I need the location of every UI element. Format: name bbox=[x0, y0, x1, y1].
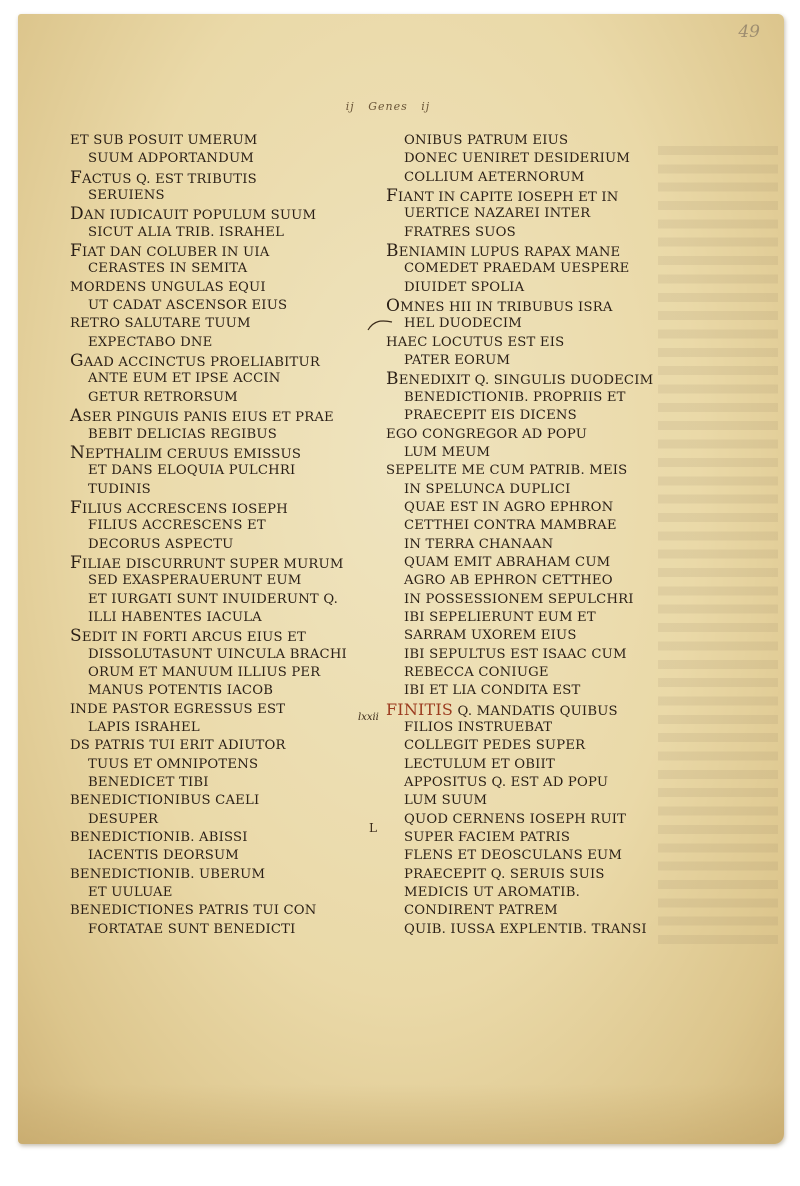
manuscript-line: TUUS ET OMNIPOTENS bbox=[88, 756, 259, 772]
manuscript-line: DECORUS ASPECTU bbox=[88, 536, 234, 552]
manuscript-line: ET IURGATI SUNT INUIDERUNT Q. bbox=[88, 591, 339, 607]
manuscript-line: BENEDICET TIBI bbox=[88, 775, 209, 791]
manuscript-line: DONEC UENIRET DESIDERIUM bbox=[404, 151, 631, 167]
manuscript-line: CETTHEI CONTRA MAMBRAE bbox=[404, 518, 617, 534]
manuscript-line: INDE PASTOR EGRESSUS EST bbox=[70, 701, 286, 717]
manuscript-line: SERUIENS bbox=[88, 188, 165, 204]
manuscript-line: DIUIDET SPOLIA bbox=[404, 279, 525, 295]
manuscript-line: BENEDICTIONES PATRIS TUI CON bbox=[70, 903, 317, 919]
manuscript-line: EXPECTABO DNE bbox=[88, 334, 213, 350]
manuscript-line: ILLI HABENTES IACULA bbox=[88, 609, 262, 625]
show-through-ghost-text bbox=[658, 146, 778, 946]
manuscript-line: APPOSITUS Q. EST AD POPU bbox=[404, 775, 609, 791]
manuscript-line: LUM MEUM bbox=[404, 444, 491, 460]
manuscript-line: BENEDICTIONIBUS CAELI bbox=[70, 793, 260, 809]
manuscript-line: FILIUS ACCRESCENS IOSEPH bbox=[70, 497, 288, 518]
manuscript-line: FACTUS Q. EST TRIBUTIS bbox=[70, 167, 257, 188]
manuscript-line: UERTICE NAZAREI INTER bbox=[404, 206, 591, 222]
manuscript-line: PATER EORUM bbox=[404, 353, 511, 369]
manuscript-line: FIAT DAN COLUBER IN UIA bbox=[70, 241, 270, 262]
manuscript-line: SICUT ALIA TRIB. ISRAHEL bbox=[88, 224, 285, 240]
manuscript-line: IBI SEPULTUS EST ISAAC CUM bbox=[404, 646, 627, 662]
manuscript-line: BENEDIXIT Q. SINGULIS DUODECIM bbox=[386, 369, 654, 390]
manuscript-line: BENEDICTIONIB. UBERUM bbox=[70, 866, 266, 882]
manuscript-line: ET DANS ELOQUIA PULCHRI bbox=[88, 463, 296, 479]
manuscript-line: COLLIUM AETERNORUM bbox=[404, 169, 585, 185]
manuscript-line: IN SPELUNCA DUPLICI bbox=[404, 481, 571, 497]
manuscript-line: TUDINIS bbox=[88, 481, 151, 497]
rubric-initial: FINITIS bbox=[386, 699, 454, 719]
manuscript-line: HAEC LOCUTUS EST EIS bbox=[386, 334, 565, 350]
manuscript-line: QUIB. IUSSA EXPLENTIB. TRANSI bbox=[404, 921, 647, 937]
manuscript-line: SUPER FACIEM PATRIS bbox=[404, 830, 571, 846]
manuscript-line: DS PATRIS TUI ERIT ADIUTOR bbox=[70, 738, 286, 754]
manuscript-line: FORTATAE SUNT BENEDICTI bbox=[88, 921, 296, 937]
manuscript-line: SED EXASPERAUERUNT EUM bbox=[88, 573, 302, 589]
manuscript-line: LAPIS ISRAHEL bbox=[88, 720, 200, 735]
manuscript-line: MEDICIS UT AROMATIB. bbox=[404, 885, 580, 901]
manuscript-line: SUUM ADPORTANDUM bbox=[88, 151, 254, 167]
manuscript-line: COLLEGIT PEDES SUPER bbox=[404, 738, 586, 754]
manuscript-line: EGO CONGREGOR AD POPU bbox=[386, 426, 588, 442]
manuscript-line: QUOD CERNENS IOSEPH RUIT bbox=[404, 811, 627, 827]
manuscript-line: IBI ET LIA CONDITA EST bbox=[404, 683, 581, 699]
manuscript-line: CERASTES IN SEMITA bbox=[88, 261, 248, 277]
marginal-letter: L bbox=[369, 821, 377, 835]
manuscript-line: GAAD ACCINCTUS PROELIABITUR bbox=[70, 351, 320, 372]
manuscript-line: COMEDET PRAEDAM UESPERE bbox=[404, 261, 630, 277]
manuscript-line: AGRO AB EPHRON CETTHEO bbox=[404, 573, 613, 589]
manuscript-line: QUAM EMIT ABRAHAM CUM bbox=[404, 554, 611, 570]
manuscript-line: OMNES HII IN TRIBUBUS ISRA bbox=[386, 296, 613, 317]
manuscript-line: MORDENS UNGULAS EQUI bbox=[70, 279, 266, 295]
manuscript-line: DISSOLUTASUNT UINCULA BRACHI bbox=[88, 646, 347, 662]
manuscript-line: PRAECEPIT EIS DICENS bbox=[404, 408, 577, 424]
manuscript-line: ANTE EUM ET IPSE ACCIN bbox=[88, 371, 281, 387]
manuscript-line: REBECCA CONIUGE bbox=[404, 664, 549, 680]
manuscript-line: IN POSSESSIONEM SEPULCHRI bbox=[404, 591, 634, 607]
manuscript-line: BENEDICTIONIB. ABISSI bbox=[70, 830, 248, 846]
running-title-mark-left: ij bbox=[345, 100, 355, 113]
manuscript-line: FILIUS ACCRESCENS ET bbox=[88, 518, 266, 534]
running-title bbox=[308, 100, 468, 113]
manuscript-line: DAN IUDICAUIT POPULUM SUUM bbox=[70, 204, 317, 225]
manuscript-line: HEL DUODECIM bbox=[404, 316, 522, 332]
manuscript-line: CONDIRENT PATREM bbox=[404, 903, 558, 919]
manuscript-line: FILIOS INSTRUEBAT bbox=[404, 720, 553, 735]
manuscript-line: BEBIT DELICIAS REGIBUS bbox=[88, 426, 277, 442]
manuscript-line: GETUR RETRORSUM bbox=[88, 389, 238, 405]
running-title-text: Genes bbox=[368, 100, 408, 113]
manuscript-line: ONIBUS PATRUM EIUS bbox=[404, 133, 569, 148]
manuscript-line: NEPTHALIM CERUUS EMISSUS bbox=[70, 442, 302, 463]
manuscript-line: PRAECEPIT Q. SERUIS SUIS bbox=[404, 866, 605, 882]
manuscript-line: FIANT IN CAPITE IOSEPH ET IN bbox=[386, 186, 619, 207]
manuscript-line: MANUS POTENTIS IACOB bbox=[88, 683, 274, 699]
running-title-mark-right: ij bbox=[421, 100, 431, 113]
manuscript-line: ASER PINGUIS PANIS EIUS ET PRAE bbox=[70, 406, 334, 427]
manuscript-line: QUAE EST IN AGRO EPHRON bbox=[404, 499, 614, 515]
manuscript-line: IN TERRA CHANAAN bbox=[404, 536, 554, 552]
manuscript-line: LUM SUUM bbox=[404, 793, 488, 809]
manuscript-line: IACENTIS DEORSUM bbox=[88, 848, 240, 864]
manuscript-line: ET SUB POSUIT UMERUM bbox=[70, 133, 258, 148]
manuscript-line: DESUPER bbox=[88, 811, 159, 827]
manuscript-line: FILIAE DISCURRUNT SUPER MURUM bbox=[70, 552, 344, 573]
manuscript-line: ET UULUAE bbox=[88, 885, 173, 901]
manuscript-line: FLENS ET DEOSCULANS EUM bbox=[404, 848, 623, 864]
manuscript-line: SARRAM UXOREM EIUS bbox=[404, 628, 577, 644]
manuscript-line: RETRO SALUTARE TUUM bbox=[70, 316, 251, 332]
manuscript-line: BENEDICTIONIB. PROPRIIS ET bbox=[404, 389, 626, 405]
manuscript-line: SEDIT IN FORTI ARCUS EIUS ET bbox=[70, 626, 306, 647]
manuscript-line: FINITIS Q. MANDATIS QUIBUS bbox=[386, 699, 618, 719]
manuscript-line: UT CADAT ASCENSOR EIUS bbox=[88, 298, 288, 314]
manuscript-line: LECTULUM ET OBIIT bbox=[404, 756, 555, 772]
left-text-column bbox=[70, 132, 370, 939]
manuscript-line: SEPELITE ME CUM PATRIB. MEIS bbox=[386, 463, 628, 479]
margin-flourish-icon bbox=[366, 318, 394, 332]
folio-number: 49 bbox=[738, 22, 760, 42]
right-text-column bbox=[386, 132, 676, 939]
manuscript-line: FRATRES SUOS bbox=[404, 224, 516, 240]
manuscript-line: BENIAMIN LUPUS RAPAX MANE bbox=[386, 241, 621, 262]
manuscript-line: IBI SEPELIERUNT EUM ET bbox=[404, 609, 596, 625]
manuscript-line: ORUM ET MANUUM ILLIUS PER bbox=[88, 664, 321, 680]
marginal-chapter-number: lxxii bbox=[358, 712, 379, 723]
